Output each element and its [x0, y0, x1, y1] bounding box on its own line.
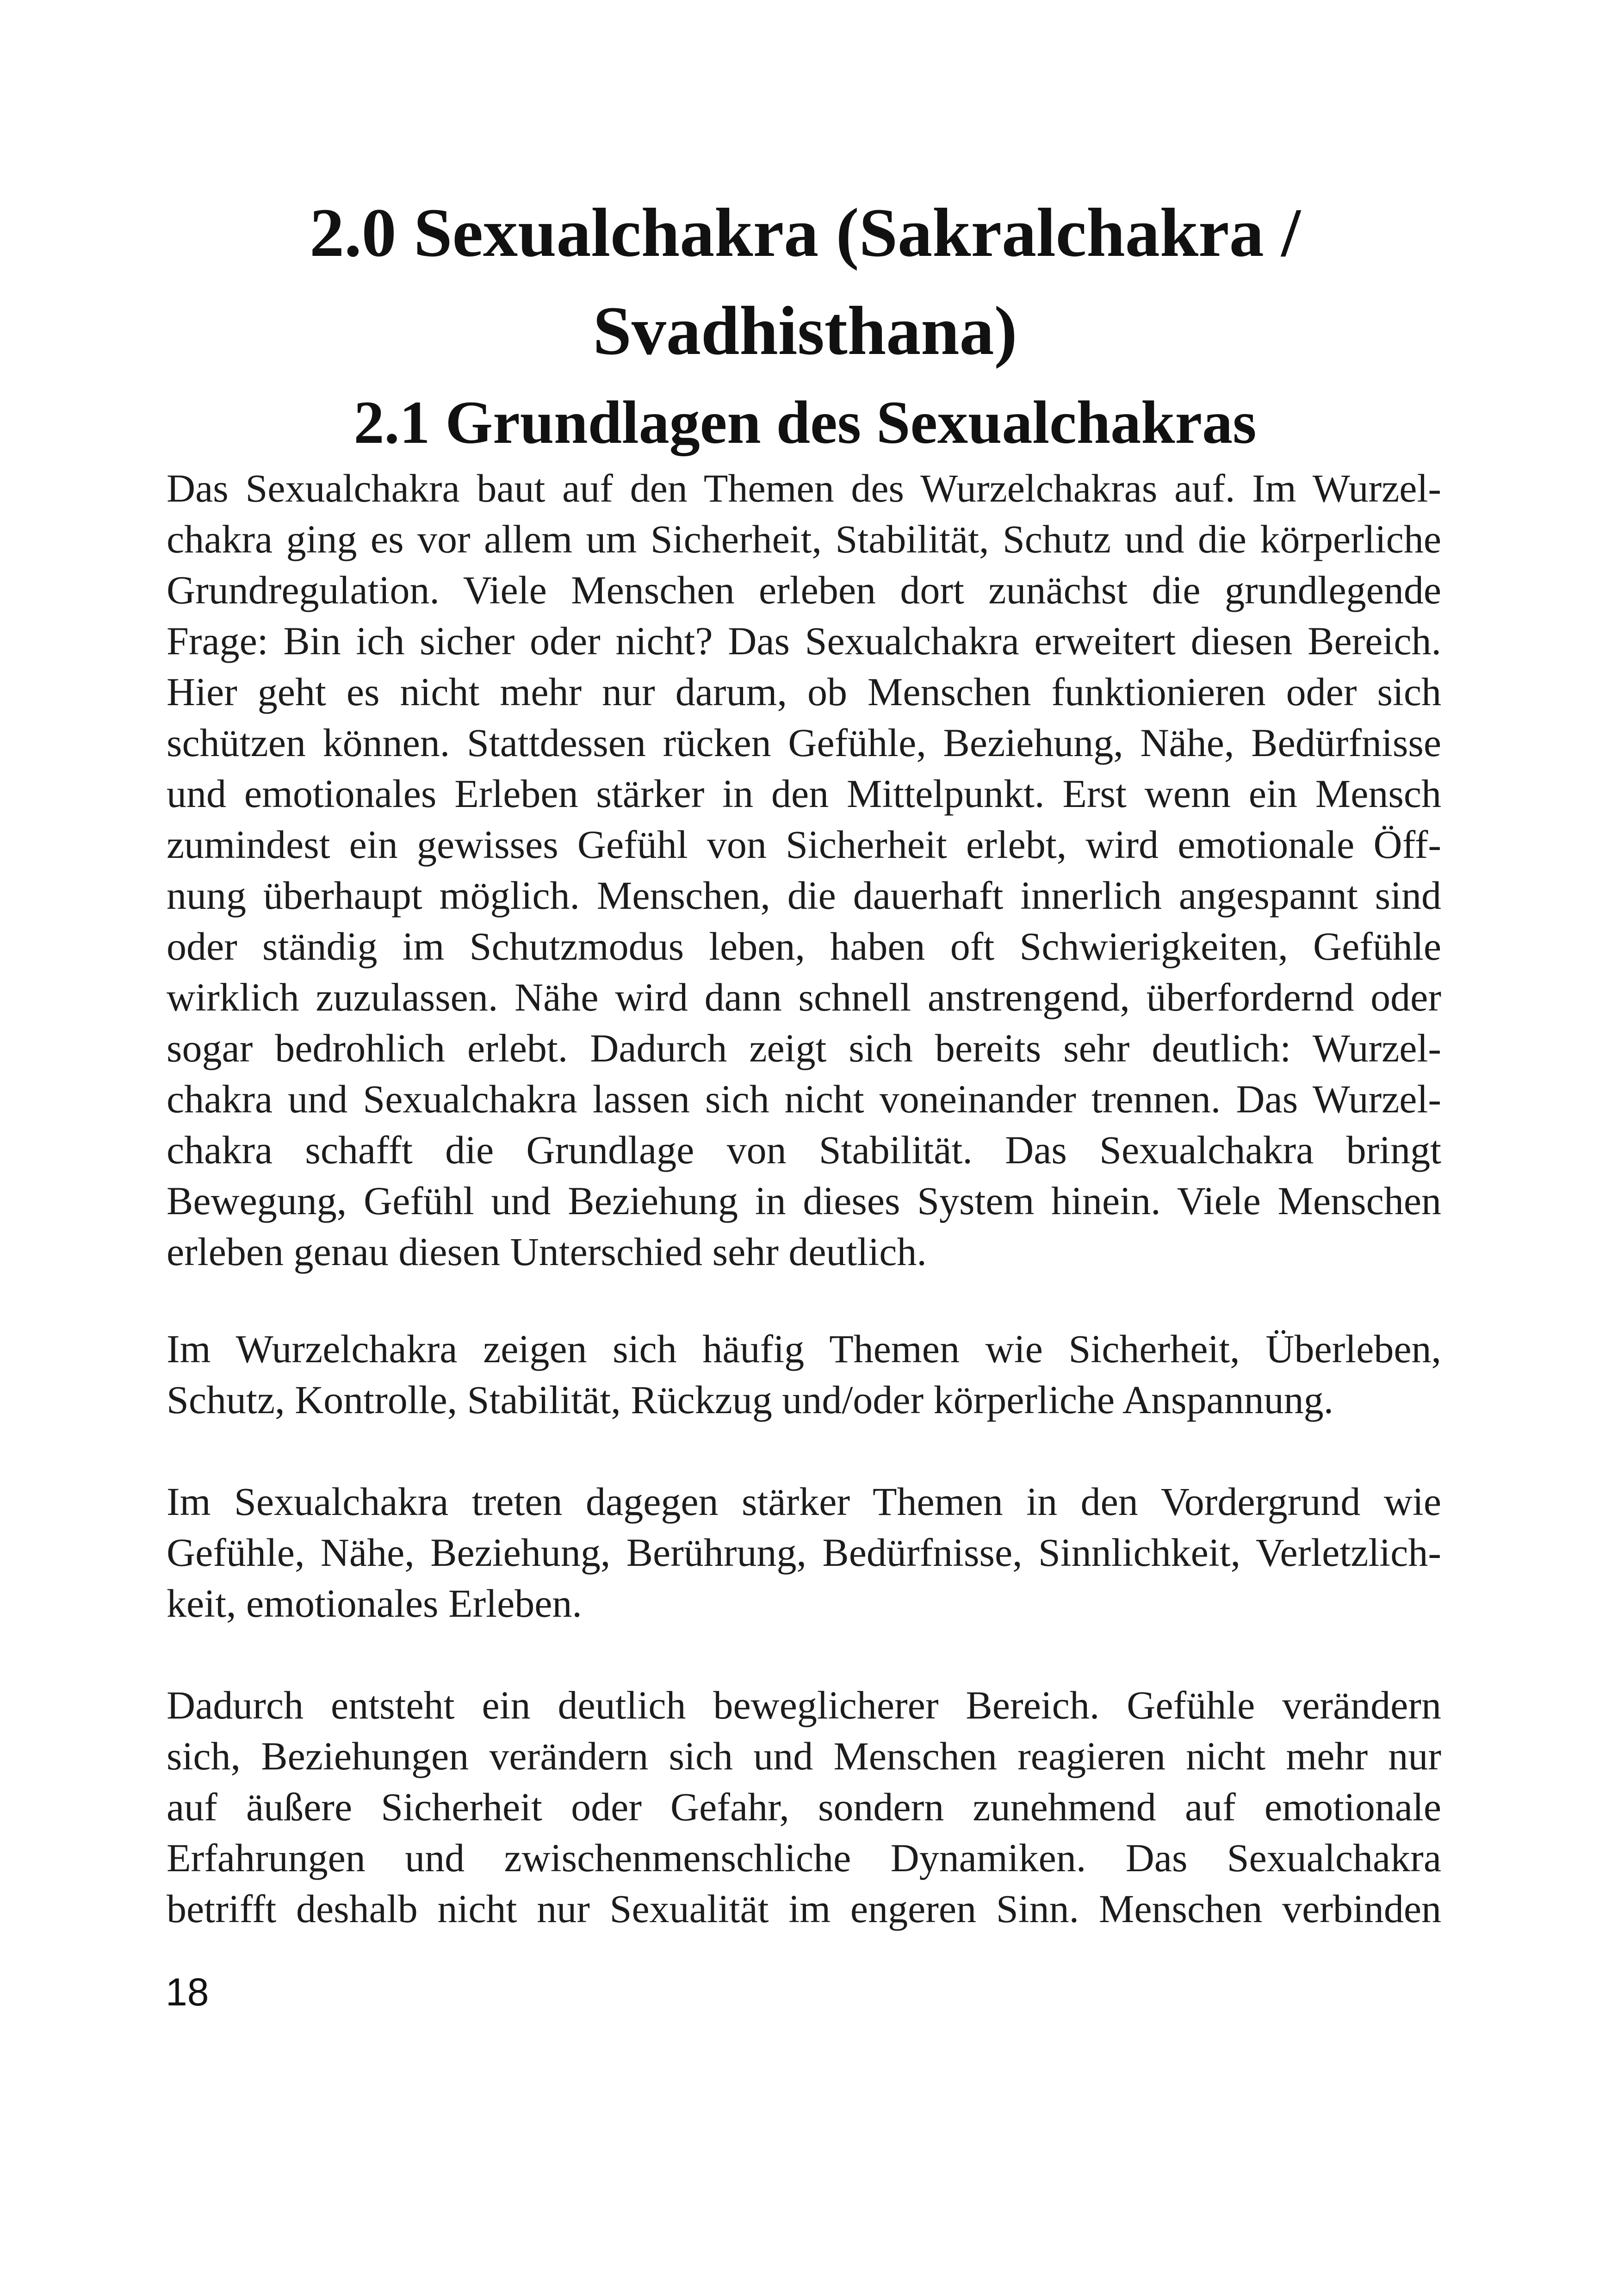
text-line: Im Sexualchakra treten dagegen stärker Themen in den Vordergrund wie: [167, 1479, 1441, 1524]
page-number: 18: [166, 1970, 209, 2014]
text-line: und emotionales Erleben stärker in den Mittelpunkt. Erst wenn ein Mensch: [167, 771, 1441, 816]
paragraph-3: [167, 1476, 1441, 1629]
section-title: 2.1 Grundlagen des Sexualchakras: [353, 388, 1257, 456]
text-line: keit, emotionales Erleben.: [167, 1581, 582, 1626]
text-line: betrifft deshalb nicht nur Sexualität im engeren Sinn. Menschen verbinden: [167, 1886, 1441, 1931]
chapter-title-line-1: 2.0 Sexualchakra (Sakralchakra /: [310, 194, 1301, 271]
text-line: Gefühle, Nähe, Beziehung, Berührung, Bedürfnisse, Sinnlichkeit, Verletzlich-: [167, 1530, 1441, 1575]
text-line: sich, Beziehungen verändern sich und Menschen reagieren nicht mehr nur: [167, 1734, 1441, 1778]
text-line: Hier geht es nicht mehr nur darum, ob Menschen funktionieren oder sich: [167, 670, 1441, 714]
text-line: chakra ging es vor allem um Sicherheit, Stabilität, Schutz und die körperliche: [167, 517, 1441, 561]
text-line: wirklich zuzulassen. Nähe wird dann schnell anstrengend, überfordernd oder: [167, 975, 1441, 1019]
text-line: Dadurch entsteht ein deutlich beweglicherer Bereich. Gefühle verändern: [167, 1683, 1441, 1727]
text-line: Schutz, Kontrolle, Stabilität, Rückzug und/oder körperliche Anspannung.: [167, 1378, 1334, 1422]
text-line: sogar bedrohlich erlebt. Dadurch zeigt sich bereits sehr deutlich: Wurzel-: [167, 1026, 1441, 1070]
text-line: oder ständig im Schutzmodus leben, haben oft Schwierigkeiten, Gefühle: [167, 924, 1441, 968]
text-line: chakra und Sexualchakra lassen sich nicht voneinander trennen. Das Wurzel-: [167, 1077, 1441, 1121]
paragraph-1: [167, 463, 1441, 1277]
text-line: auf äußere Sicherheit oder Gefahr, sondern zunehmend auf emotionale: [167, 1785, 1441, 1829]
text-line: schützen können. Stattdessen rücken Gefühle, Beziehung, Nähe, Bedürfnisse: [167, 720, 1441, 765]
text-line: Bewegung, Gefühl und Beziehung in dieses System hinein. Viele Menschen: [167, 1179, 1441, 1223]
text-line: zumindest ein gewisses Gefühl von Sicherheit erlebt, wird emotionale Öff-: [167, 822, 1441, 867]
paragraph-2: [167, 1323, 1441, 1425]
text-line: chakra schafft die Grundlage von Stabilität. Das Sexualchakra bringt: [167, 1128, 1441, 1172]
text-line: erleben genau diesen Unterschied sehr deutlich.: [167, 1229, 927, 1274]
text-line: Grundregulation. Viele Menschen erleben dort zunächst die grundlegende: [167, 568, 1441, 612]
text-line: Frage: Bin ich sicher oder nicht? Das Sexualchakra erweitert diesen Bereich.: [167, 619, 1441, 663]
chapter-title-line-2: Svadhisthana): [593, 292, 1017, 369]
text-line: Erfahrungen und zwischenmenschliche Dynamiken. Das Sexualchakra: [167, 1836, 1441, 1880]
text-line: nung überhaupt möglich. Menschen, die dauerhaft innerlich angespannt sind: [167, 873, 1441, 918]
text-line: Das Sexualchakra baut auf den Themen des Wurzelchakras auf. Im Wurzel-: [167, 466, 1441, 510]
text-line: Im Wurzelchakra zeigen sich häufig Themen wie Sicherheit, Überleben,: [167, 1327, 1441, 1371]
paragraph-4: [167, 1680, 1441, 1934]
